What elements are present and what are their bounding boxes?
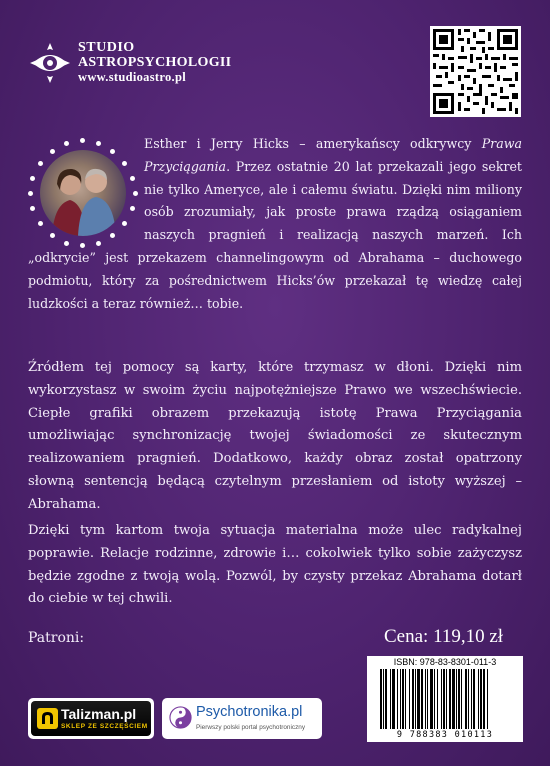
barcode-bars [379,669,511,729]
publisher-name-line1: STUDIO [78,40,135,55]
body-paragraph-2: Dzięki tym kartom twoja sytuacja materialna może ulec radykalnej poprawie. Relacje rodzinne, zdrowie i… cokolwiek tylko sobie zażyczysz będzie zgodne z twoją wolą. Pozwól, by czysty przekaz Abrahama dotarł do ciebie w tej chwili. [28,523,522,607]
publisher-name-line2: ASTROPSYCHOLOGII [78,55,232,70]
horseshoe-icon [37,708,58,729]
yin-yang-icon [169,706,192,729]
patrons-label: Patroni: [28,630,85,646]
talizman-name: Talizman.pl [61,706,137,722]
intro-italic-title: Prawa Przyciągania [144,136,522,174]
intro-text-rest: . Przez ostatnie 20 lat przekazali jego sekret nie tylko Ameryce, ale i całemu światu. Dzięki nim miliony osób zrozumiały, jak proste prawa rządzą osiąganiem naszych pragnień i realizacją naszych marzeń. Ich „odkrycie” jest przekazem channelingowym od Abrahama – duchowego podmiotu, który za pośrednictwem Hicks’ów przekazał tę wiedzę całej ludzkości a teraz również… tobie. [28,158,522,311]
isbn-text: ISBN: 978-83-8301-011-3 [393,657,497,667]
intro-paragraph [28,133,522,315]
price: Cena: 119,10 zł [384,626,504,647]
talizman-badge[interactable] [28,698,154,739]
publisher-website: www.studioastro.pl [78,70,186,84]
isbn-barcode [367,656,523,742]
talizman-tagline: SKLEP ZE SZCZĘŚCIEM [61,723,148,730]
publisher-logo [28,40,231,85]
psychotronika-badge[interactable] [162,698,322,739]
intro-text-start: Esther i Jerry Hicks – amerykańscy odkrywcy [144,136,482,151]
body-paragraph-1: Źródłem tej pomocy są karty, które trzymasz w dłoni. Dzięki nim wykorzystasz w swoim życiu najpotężniejsze Prawo we wszechświecie. Ciepłe grafiki obrazem przekazują istotę Prawa Przyciągania umożliwiając synchronizację twojej świadomości ze skutecznym realizowaniem pragnień. Dodatkowo, każdy obraz został opatrzony słowną sentencją będącą czytelnym przesłaniem od istoty wyższej – Abrahama. [28,360,522,512]
qr-code [430,26,521,117]
eye-logo-icon [28,41,72,85]
psychotronika-tagline: Pierwszy polski portal psychotroniczny [196,724,306,731]
psychotronika-name: Psychotronika.pl [196,704,303,720]
barcode-number: 9 788383 010113 [396,730,494,740]
